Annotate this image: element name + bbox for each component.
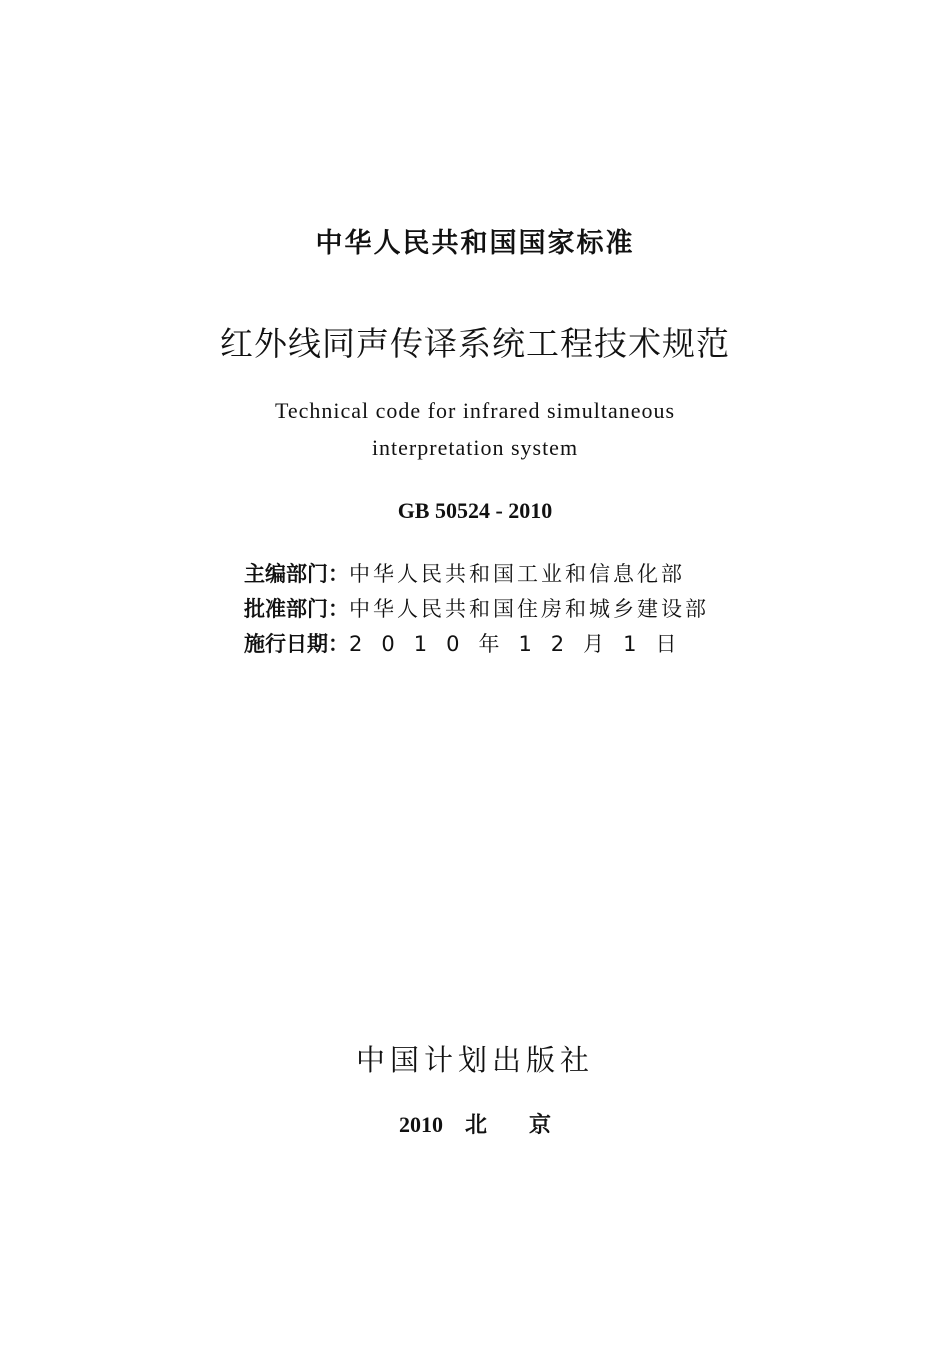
info-label: 施行日期： — [244, 632, 349, 656]
document-title-chinese: 红外线同声传译系统工程技术规范 — [220, 324, 730, 363]
document-title-english-line-1: Technical code for infrared simultaneous — [274, 398, 676, 423]
info-row-effective-date — [244, 627, 804, 662]
info-value: 中华人民共和国工业和信息化部 — [349, 562, 685, 586]
publisher-name: 中国计划出版社 — [355, 1043, 594, 1077]
info-label: 主编部门： — [244, 562, 349, 586]
info-label: 批准部门： — [244, 597, 349, 621]
document-title-english-line-2: interpretation system — [371, 435, 579, 460]
standard-info-block — [244, 557, 804, 662]
info-row-chief-editor — [244, 557, 804, 592]
info-row-approval — [244, 592, 804, 627]
publication-city-part-2: 京 — [529, 1113, 552, 1138]
standard-category-heading: 中华人民共和国国家标准 — [315, 228, 635, 259]
standard-number: GB 50524 - 2010 — [397, 498, 553, 523]
info-value: 中华人民共和国住房和城乡建设部 — [349, 597, 709, 621]
publication-year: 2010 — [398, 1112, 443, 1137]
publication-city-part-1: 北 — [464, 1113, 487, 1138]
publication-imprint — [0, 1110, 950, 1141]
info-value-date: 2010年12月1日 — [349, 632, 696, 656]
